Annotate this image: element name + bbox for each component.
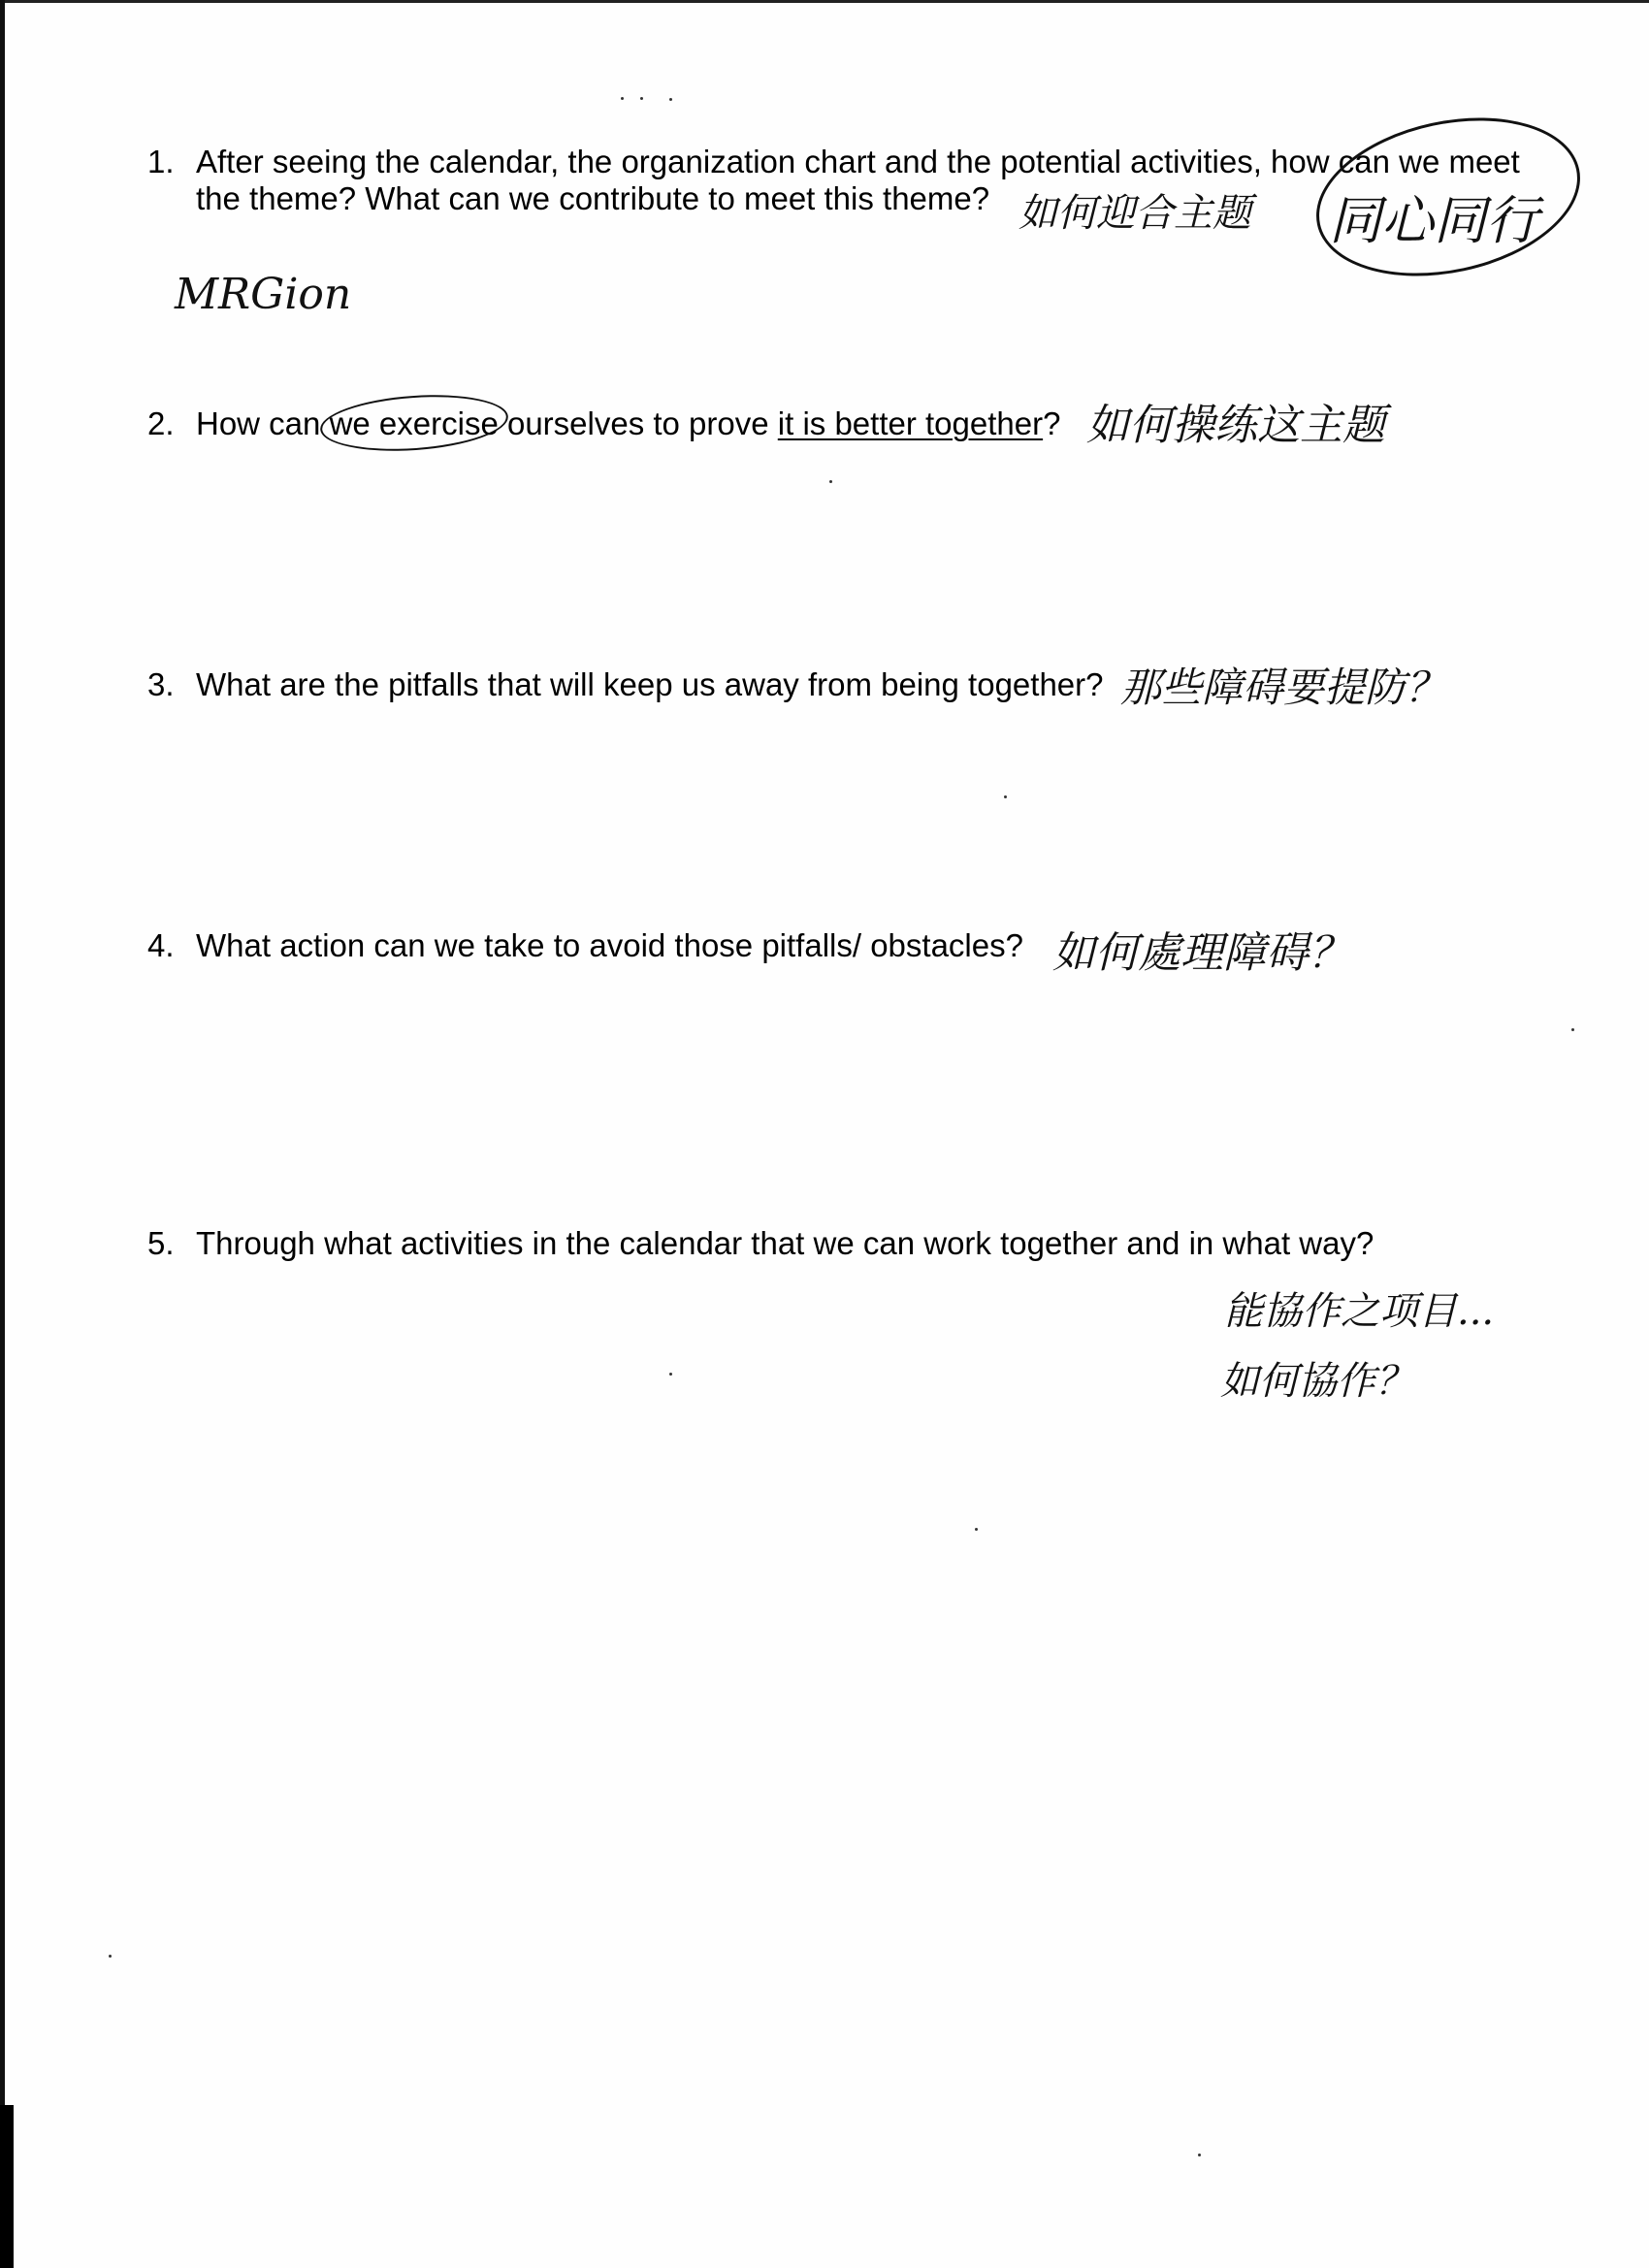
scan-speck [669, 98, 672, 101]
question-number: 4. [147, 927, 175, 963]
question-text-line1: After seeing the calendar, the organization chart and the potential activities, how can we meet [196, 144, 1520, 179]
question-number: 2. [147, 405, 175, 441]
handwritten-note-q2: 如何操练这主题 [1086, 401, 1385, 450]
circled-phrase: we exercise [329, 405, 499, 441]
scan-speck [1571, 1028, 1574, 1031]
question-number: 5. [147, 1225, 175, 1261]
question-number: 3. [147, 666, 175, 702]
handwritten-note-q5-line2: 如何協作？ [1220, 1359, 1414, 1404]
question-1-line2: the theme? What can we contribute to meet this theme? [196, 180, 990, 216]
handwritten-initials: MRGion [175, 270, 352, 319]
handwritten-note-q3: 那些障碍要提防？ [1120, 664, 1447, 711]
scan-edge-top [0, 0, 1649, 3]
handwritten-note-q5-line1: 能協作之项目... [1224, 1289, 1495, 1334]
scan-edge-left [0, 0, 5, 2268]
question-1 [147, 144, 1520, 180]
scan-speck [669, 1373, 672, 1376]
handwritten-note-q4: 如何處理障碍？ [1052, 928, 1351, 978]
question-5 [147, 1225, 1374, 1262]
scan-edge-shadow [0, 2105, 14, 2268]
scan-speck [109, 1955, 112, 1958]
scan-speck [640, 97, 643, 100]
question-text-part2: ourselves to prove [498, 405, 778, 441]
question-2 [147, 405, 1060, 442]
handwritten-circled-note-q1: 同心同行 [1329, 190, 1538, 251]
question-text-part3: ? [1043, 405, 1061, 441]
scan-speck [829, 480, 832, 483]
question-text: What are the pitfalls that will keep us away from being together? [196, 666, 1104, 702]
scan-speck [1004, 795, 1007, 798]
scan-speck [1198, 2154, 1201, 2156]
question-3 [147, 666, 1104, 703]
question-number: 1. [147, 144, 175, 179]
scan-speck [975, 1528, 978, 1531]
question-4 [147, 927, 1023, 964]
question-text: Through what activities in the calendar that we can work together and in what way? [196, 1225, 1374, 1261]
question-text: What action can we take to avoid those pitfalls/ obstacles? [196, 927, 1023, 963]
question-text-part1: How can [196, 405, 330, 441]
underlined-phrase: it is better together [777, 405, 1044, 441]
handwritten-note-q1: 如何迎合主题 [1018, 191, 1251, 236]
scan-speck [621, 97, 624, 100]
